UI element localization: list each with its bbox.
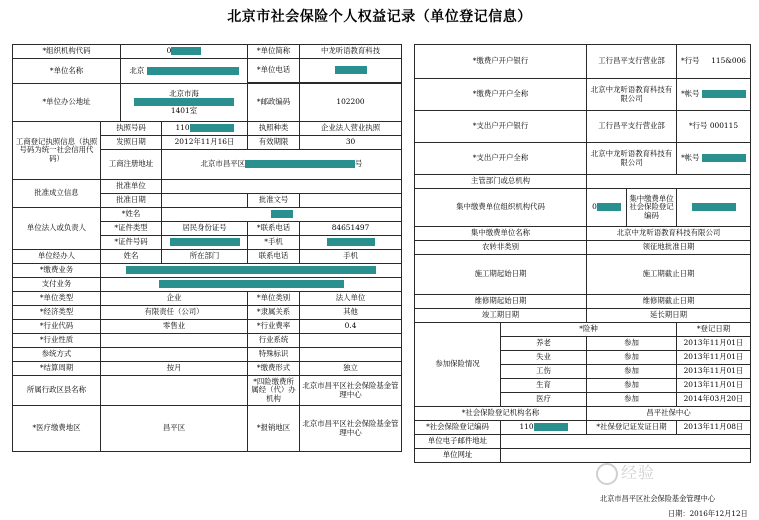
- footer-agency: 北京市昌平区社会保险基金管理中心: [600, 494, 716, 503]
- insurance-date: 2014年03月20日: [677, 393, 751, 407]
- license-info-label: 工商登记执照信息（执照号码为统一社会信用代码）: [13, 122, 101, 180]
- license-type-value: 企业法人营业执照: [300, 122, 402, 136]
- econ-type-label: *经济类型: [13, 306, 101, 320]
- payment-business-label: *缴费业务: [13, 264, 101, 278]
- acct-name-label-1: *缴费户开户全称: [415, 79, 587, 111]
- four-insurance-label: *四险缴费所属经（代）办机构: [248, 376, 300, 406]
- handler-phone: 联系电话: [248, 250, 300, 264]
- affiliation-label: *隶属关系: [248, 306, 300, 320]
- bank-code-value-1: 115&006: [711, 56, 746, 66]
- central-name-value: 北京中龙听语教育科技有限公司: [587, 227, 751, 241]
- insurance-header: *险种: [501, 323, 677, 337]
- central-reg-value: [677, 189, 751, 227]
- unit-info-table-right: [414, 44, 751, 463]
- participation-label: 参统方式: [13, 348, 101, 362]
- maintain-start-label: 维修期起始日期: [415, 295, 587, 309]
- industry-nature-label: *行业性质: [13, 334, 101, 348]
- office-addr-label: *单位办公地址: [13, 84, 121, 122]
- bank-value-1: 工行昌平支行营业部: [587, 45, 677, 79]
- watermark: 经验: [596, 460, 655, 485]
- bank-code-label: *行号: [681, 56, 700, 66]
- unit-phone-value: [300, 59, 402, 83]
- payment-business-value: [101, 264, 402, 278]
- mobile-value: [300, 236, 402, 250]
- handler-dept: 所在部门: [162, 250, 248, 264]
- reg-org-label: *社会保险登记机构名称: [415, 407, 587, 421]
- insurance-name: 生育: [501, 379, 587, 393]
- industry-system-label: 行业系统: [248, 334, 300, 348]
- reg-addr-value: 北京市昌平区 号: [162, 150, 402, 180]
- name-value: [162, 208, 402, 222]
- bank-label-1: *缴费户开户银行: [415, 45, 587, 79]
- affiliation-value: 其他: [300, 306, 402, 320]
- settle-cycle-label: *结算周期: [13, 362, 101, 376]
- acct-name-value-1: 北京中龙听语教育科技有限公司: [587, 79, 677, 111]
- farm-type-label: 农转非类别: [415, 241, 587, 255]
- econ-type-value: 有限责任（公司）: [101, 306, 248, 320]
- central-reg-label: 集中缴费单位社会保险登记编码: [627, 189, 677, 227]
- insurance-date: 2013年11月01日: [677, 337, 751, 351]
- bank-code-1: [677, 45, 751, 79]
- insurance-status: 参加: [587, 379, 677, 393]
- footer-date: 日期：2016年12月12日: [668, 509, 748, 518]
- supervisor-label: 主管部门或总机构: [415, 175, 587, 189]
- approval-doc-label: 批准文号: [248, 194, 300, 208]
- insurance-name: 失业: [501, 351, 587, 365]
- postcode-label: *邮政编码: [248, 84, 300, 122]
- settle-cycle-value: 按月: [101, 362, 248, 376]
- unit-type-label: *单位类型: [13, 292, 101, 306]
- issue-date-value: 2012年11月16日: [162, 136, 248, 150]
- maintain-end-label: 维修期截止日期: [587, 295, 751, 309]
- legal-rep-label: 单位法人或负责人: [13, 208, 101, 250]
- contact-phone-label: *联系电话: [248, 222, 300, 236]
- unit-type-value: 企业: [101, 292, 248, 306]
- mobile-label: *手机: [248, 236, 300, 250]
- issue-date-label: 发照日期: [101, 136, 162, 150]
- complete-date-label: 竣工期日期: [415, 309, 587, 323]
- medical-region-value: 昌平区: [101, 406, 248, 452]
- central-org-label: 集中缴费单位组织机构代码: [415, 189, 587, 227]
- unit-phone-label: *单位电话: [248, 59, 300, 83]
- valid-years-label: 有效期限: [248, 136, 300, 150]
- unit-info-table-left: [12, 44, 402, 452]
- handler-mobile: 手机: [300, 250, 402, 264]
- bank-label-2: *支出户开户银行: [415, 111, 587, 143]
- org-code-label: *组织机构代码: [13, 45, 121, 59]
- insurance-status: 参加: [587, 393, 677, 407]
- insurance-name: 工伤: [501, 365, 587, 379]
- reimburse-region-label: *报销地区: [248, 406, 300, 452]
- insurance-date: 2013年11月01日: [677, 365, 751, 379]
- pay-form-label: *缴费形式: [248, 362, 300, 376]
- license-type-label: 执照种类: [248, 122, 300, 136]
- page-title: 北京市社会保险个人权益记录（单位登记信息）: [227, 9, 532, 25]
- unit-short-label: *单位简称: [248, 45, 300, 59]
- industry-rate-label: *行业费率: [248, 320, 300, 334]
- payroll-business-value: [101, 278, 402, 292]
- reg-cert-label: *社保登记证发证日期: [587, 421, 677, 435]
- unit-category-label: *单位类别: [248, 292, 300, 306]
- postcode-value: 102200: [300, 84, 402, 122]
- license-no-value: 110: [162, 122, 248, 136]
- approval-label: 批准成立信息: [13, 180, 101, 208]
- approver-label: 批准单位: [101, 180, 162, 194]
- id-no-label: *证件号码: [101, 236, 162, 250]
- acct-name-value-2: 北京中龙听语教育科技有限公司: [587, 143, 677, 175]
- name-label: *姓名: [101, 208, 162, 222]
- payroll-business-label: 支付业务: [13, 278, 101, 292]
- contact-phone-value: 84651497: [300, 222, 402, 236]
- paw-icon: [596, 463, 618, 485]
- handler-label: 单位经办人: [13, 250, 101, 264]
- reg-code-value: 110: [501, 421, 587, 435]
- insurance-name: 养老: [501, 337, 587, 351]
- unit-name-label: *单位名称: [13, 59, 121, 84]
- email-label: 单位电子邮件地址: [415, 435, 501, 449]
- insurance-name: 医疗: [501, 393, 587, 407]
- org-code-value: 0: [121, 45, 248, 59]
- industry-code-value: 零售业: [101, 320, 248, 334]
- reimburse-region-value: 北京市昌平区社会保险基金管理中心: [300, 406, 402, 452]
- id-type-label: *证件类型: [101, 222, 162, 236]
- industry-code-label: *行业代码: [13, 320, 101, 334]
- reg-date-header: *登记日期: [677, 323, 751, 337]
- insurance-status: 参加: [587, 365, 677, 379]
- valid-years-value: 30: [300, 136, 402, 150]
- four-insurance-value: 北京市昌平区社会保险基金管理中心: [300, 376, 402, 406]
- office-addr-value: 北京市海 1401室: [121, 84, 248, 122]
- bank-code-2: *行号 000115: [677, 111, 751, 143]
- unit-category-value: 法人单位: [300, 292, 402, 306]
- central-org-value: 0: [587, 189, 627, 227]
- extend-date-label: 延长期日期: [587, 309, 751, 323]
- reg-cert-value: 2013年11月08日: [677, 421, 751, 435]
- industry-rate-value: 0.4: [300, 320, 402, 334]
- insurance-date: 2013年11月01日: [677, 379, 751, 393]
- id-type-value: 居民身份证号: [162, 222, 248, 236]
- insurance-status: 参加: [587, 337, 677, 351]
- pay-form-value: 独立: [300, 362, 402, 376]
- acct-no-1: *帐号: [677, 79, 751, 111]
- bank-value-2: 工行昌平支行营业部: [587, 111, 677, 143]
- acct-name-label-2: *支出户开户全称: [415, 143, 587, 175]
- central-name-label: 集中缴费单位名称: [415, 227, 587, 241]
- approval-date-label: 批准日期: [101, 194, 162, 208]
- handler-name: 姓名: [101, 250, 162, 264]
- license-no-label: 执照号码: [101, 122, 162, 136]
- reg-org-value: 昌平社保中心: [587, 407, 751, 421]
- reg-code-label: *社会保险登记编码: [415, 421, 501, 435]
- construct-end-label: 施工期截止日期: [587, 255, 751, 295]
- reg-addr-label: 工商注册地址: [101, 150, 162, 180]
- construct-start-label: 施工期起始日期: [415, 255, 587, 295]
- unit-name-value: 北京: [121, 59, 248, 84]
- id-no-value: [162, 236, 248, 250]
- medical-region-label: *医疗缴费地区: [13, 406, 101, 452]
- admin-region-label: 所属行政区县名称: [13, 376, 101, 406]
- acct-no-2: *帐号: [677, 143, 751, 175]
- insurance-status: 参加: [587, 351, 677, 365]
- insurance-date: 2013年11月01日: [677, 351, 751, 365]
- special-mark-label: 特殊标识: [248, 348, 300, 362]
- land-date-label: 领征地批准日期: [587, 241, 751, 255]
- insurance-info-label: 参加保险情况: [415, 323, 501, 407]
- unit-short-value: 中龙听语教育科技: [300, 45, 402, 59]
- website-label: 单位网址: [415, 449, 501, 463]
